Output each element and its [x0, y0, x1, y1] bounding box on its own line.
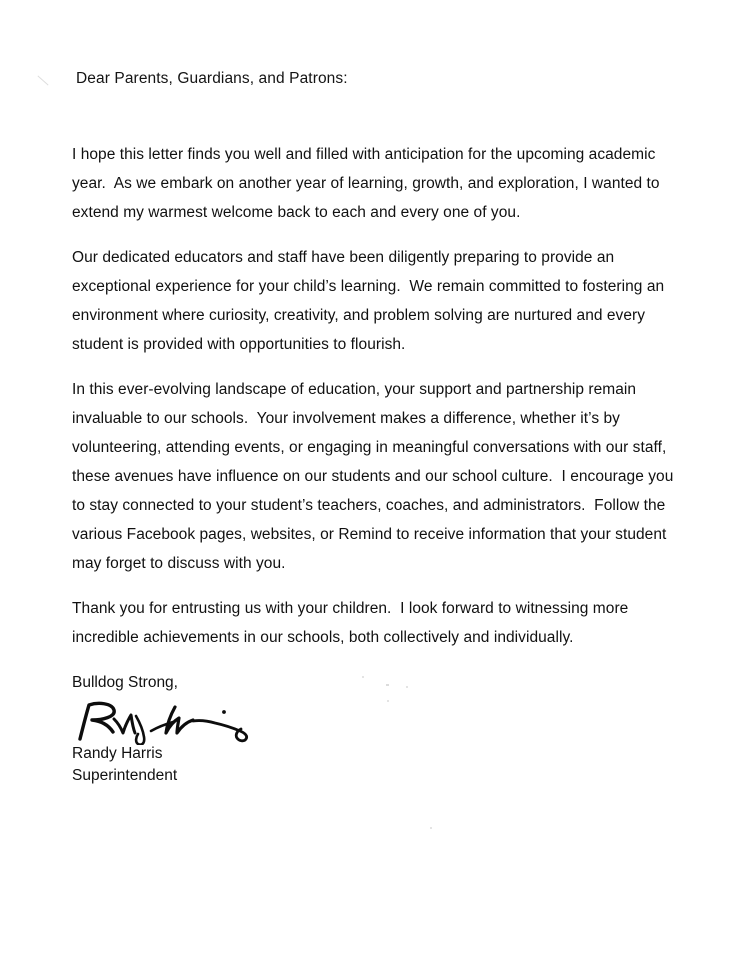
signer-name: Randy Harris [72, 745, 163, 762]
closing-line: Bulldog Strong, [72, 674, 178, 691]
body-paragraph: In this ever-evolving landscape of education, your support and partnership remain invaluable to our schools. Your involvement makes a difference, whether it’s by volunteering, attending events, or engaging in meaningful conversations with our staff, these avenues have influence on our students and our school culture. I encourage you to stay connected to your student’s teachers, coaches, and administrators. Follow the various Facebook pages, websites, or Remind to receive information that your student may forget to discuss with you. [72, 381, 678, 572]
body-paragraph: I hope this letter finds you well and filled with anticipation for the upcoming academic year. As we embark on another year of learning, growth, and exploration, I wanted to extend my warmest welcome back to each and every one of you. [72, 146, 664, 221]
signature-block [74, 699, 684, 743]
body-paragraph: Thank you for entrusting us with your children. I look forward to witnessing more incredible achievements in our schools, both collectively and individually. [72, 600, 633, 646]
body-paragraph: Our dedicated educators and staff have been diligently preparing to provide an exceptional experience for your child’s learning. We remain committed to fostering an environment where curiosity, creativity, and problem solving are nurtured and every student is provided with opportunities to flourish. [72, 249, 669, 353]
salutation: Dear Parents, Guardians, and Patrons: [76, 70, 348, 87]
signer-title: Superintendent [72, 767, 178, 784]
scan-artifact-speck [430, 827, 432, 829]
handwritten-signature-image [74, 699, 274, 745]
scan-artifact-mark [37, 75, 48, 85]
letter-body [72, 70, 684, 787]
